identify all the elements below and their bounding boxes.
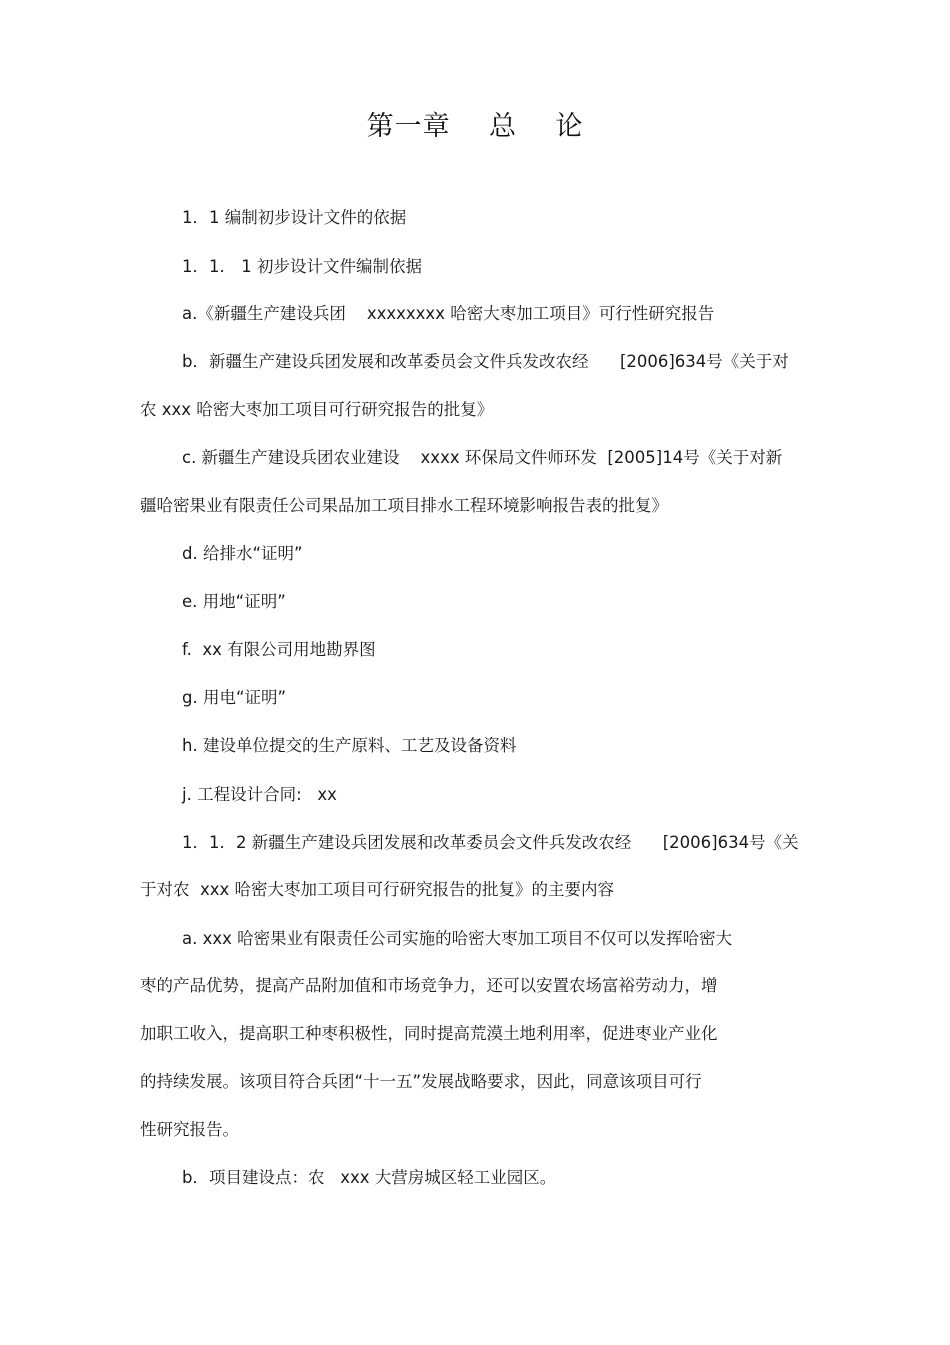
list-item-e: e. 用地“证明”	[182, 592, 286, 611]
list-item-h: h. 建设单位提交的生产原料、工艺及设备资料	[182, 736, 517, 755]
list-item-g: g. 用电“证明”	[182, 688, 287, 707]
list-item-b-continued: 农 xxx 哈密大枣加工项目可行研究报告的批复》	[140, 400, 494, 419]
list-item-d: d. 给排水“证明”	[182, 544, 303, 563]
section-heading-1-1-2-continued: 于对农 xxx 哈密大枣加工项目可行研究报告的批复》的主要内容	[140, 880, 615, 899]
section-heading-1-1-2: 1．1．2 新疆生产建设兵团发展和改革委员会文件兵发改农经 [2006]634号《关	[182, 833, 799, 852]
content-item-a-line-4: 的持续发展。该项目符合兵团“十一五”发展战略要求，因此，同意该项目可行	[140, 1072, 702, 1091]
list-item-b: b．新疆生产建设兵团发展和改革委员会文件兵发改农经 [2006]634号《关于对	[182, 352, 789, 371]
content-item-b: b．项目建设点：农 xxx 大营房城区轻工业园区。	[182, 1168, 557, 1187]
list-item-f: f. xx 有限公司用地勘界图	[182, 640, 376, 659]
section-heading-1-1: 1．1 编制初步设计文件的依据	[182, 208, 407, 227]
list-item-c: c. 新疆生产建设兵团农业建设 xxxx 环保局文件师环发 [2005]14号《关于对新	[182, 448, 783, 467]
list-item-j: j. 工程设计合同: xx	[182, 785, 337, 804]
content-item-a: a. xxx 哈密果业有限责任公司实施的哈密大枣加工项目不仅可以发挥哈密大	[182, 929, 733, 948]
content-item-a-line-2: 枣的产品优势，提高产品附加值和市场竞争力，还可以安置农场富裕劳动力，增	[140, 976, 718, 995]
list-item-a: a.《新疆生产建设兵团 xxxxxxxx 哈密大枣加工项目》可行性研究报告	[182, 304, 715, 323]
content-item-a-line-5: 性研究报告。	[140, 1120, 239, 1139]
list-item-c-continued: 疆哈密果业有限责任公司果品加工项目排水工程环境影响报告表的批复》	[140, 496, 668, 515]
section-heading-1-1-1: 1．1． 1 初步设计文件编制依据	[182, 257, 422, 276]
chapter-title: 第一章 总 论	[366, 111, 584, 142]
content-item-a-line-3: 加职工收入，提高职工种枣积极性，同时提高荒漠土地利用率，促进枣业产业化	[140, 1024, 718, 1043]
